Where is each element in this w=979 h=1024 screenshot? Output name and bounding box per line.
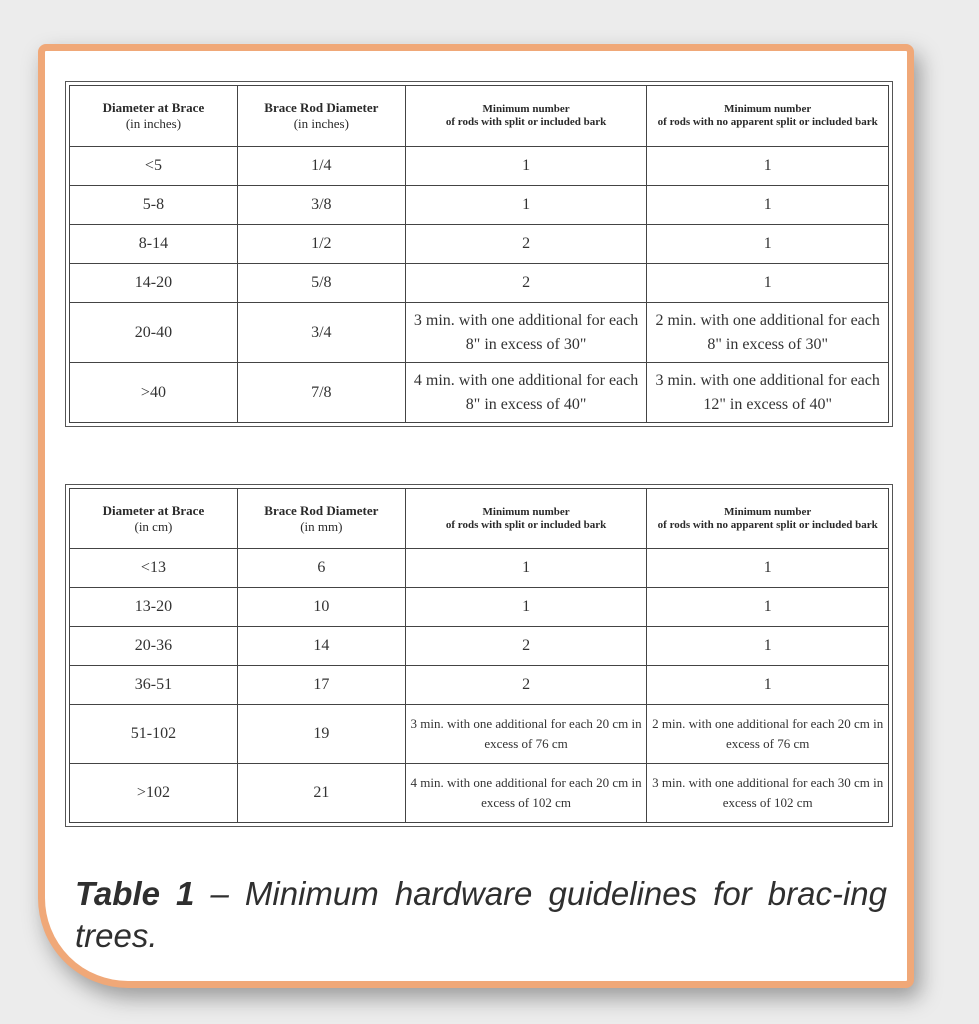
table-row (70, 764, 889, 823)
cell-split: 2 (405, 264, 647, 303)
header-min-split: Minimum number of rods with split or included bark (405, 489, 647, 549)
table-row (70, 264, 889, 303)
header-min-no-split: Minimum number of rods with no apparent split or included bark (647, 86, 889, 147)
cell-rod: 10 (237, 588, 405, 627)
cell-split: 4 min. with one additional for each 8" in excess of 40" (405, 363, 647, 423)
cell-split: 2 (405, 627, 647, 666)
cell-no-split: 2 min. with one additional for each 8" in excess of 30" (647, 303, 889, 363)
caption-label: Table 1 (75, 875, 195, 912)
table-row (70, 147, 889, 186)
table-row (70, 303, 889, 363)
cell-no-split: 1 (647, 264, 889, 303)
cell-rod: 1/2 (237, 225, 405, 264)
table-row (70, 363, 889, 423)
cell-diameter: 20-36 (70, 627, 238, 666)
cell-split: 1 (405, 186, 647, 225)
header-min-split: Minimum number of rods with split or included bark (405, 86, 647, 147)
cell-no-split: 1 (647, 225, 889, 264)
metric-table (65, 484, 893, 827)
cell-split: 1 (405, 588, 647, 627)
cell-rod: 5/8 (237, 264, 405, 303)
cell-diameter: >40 (70, 363, 238, 423)
cell-rod: 7/8 (237, 363, 405, 423)
cell-rod: 1/4 (237, 147, 405, 186)
cell-rod: 3/8 (237, 186, 405, 225)
table-row (70, 549, 889, 588)
cell-no-split: 1 (647, 549, 889, 588)
cell-rod: 21 (237, 764, 405, 823)
table-row (70, 666, 889, 705)
cell-no-split: 1 (647, 588, 889, 627)
cell-rod: 6 (237, 549, 405, 588)
table-row (70, 186, 889, 225)
table-row (70, 225, 889, 264)
cell-split: 2 (405, 666, 647, 705)
table-row (70, 588, 889, 627)
cell-no-split: 3 min. with one additional for each 30 cm in excess of 102 cm (647, 764, 889, 823)
cell-diameter: <5 (70, 147, 238, 186)
cell-rod: 19 (237, 705, 405, 764)
header-diameter: Diameter at Brace (in cm) (70, 489, 238, 549)
table-caption (75, 873, 887, 957)
header-min-no-split: Minimum number of rods with no apparent split or included bark (647, 489, 889, 549)
cell-diameter: >102 (70, 764, 238, 823)
header-rod-diameter: Brace Rod Diameter (in mm) (237, 489, 405, 549)
cell-no-split: 1 (647, 186, 889, 225)
table-header-row (70, 489, 889, 549)
cell-no-split: 1 (647, 627, 889, 666)
cell-diameter: 13-20 (70, 588, 238, 627)
cell-split: 4 min. with one additional for each 20 cm in excess of 102 cm (405, 764, 647, 823)
cell-split: 3 min. with one additional for each 8" in excess of 30" (405, 303, 647, 363)
cell-diameter: 5-8 (70, 186, 238, 225)
cell-rod: 14 (237, 627, 405, 666)
cell-diameter: 51-102 (70, 705, 238, 764)
cell-split: 2 (405, 225, 647, 264)
cell-no-split: 1 (647, 147, 889, 186)
cell-split: 3 min. with one additional for each 20 cm in excess of 76 cm (405, 705, 647, 764)
cell-diameter: 36-51 (70, 666, 238, 705)
cell-no-split: 2 min. with one additional for each 20 cm in excess of 76 cm (647, 705, 889, 764)
caption-text: – Minimum hardware guidelines for brac-ing trees. (75, 875, 887, 954)
table-row (70, 627, 889, 666)
cell-split: 1 (405, 549, 647, 588)
cell-split: 1 (405, 147, 647, 186)
cell-rod: 17 (237, 666, 405, 705)
table-header-row (70, 86, 889, 147)
table-card (38, 44, 914, 988)
cell-diameter: <13 (70, 549, 238, 588)
header-diameter: Diameter at Brace (in inches) (70, 86, 238, 147)
table-row (70, 705, 889, 764)
cell-rod: 3/4 (237, 303, 405, 363)
cell-no-split: 3 min. with one additional for each 12" in excess of 40" (647, 363, 889, 423)
cell-no-split: 1 (647, 666, 889, 705)
cell-diameter: 20-40 (70, 303, 238, 363)
header-rod-diameter: Brace Rod Diameter (in inches) (237, 86, 405, 147)
cell-diameter: 14-20 (70, 264, 238, 303)
imperial-table (65, 81, 893, 427)
cell-diameter: 8-14 (70, 225, 238, 264)
